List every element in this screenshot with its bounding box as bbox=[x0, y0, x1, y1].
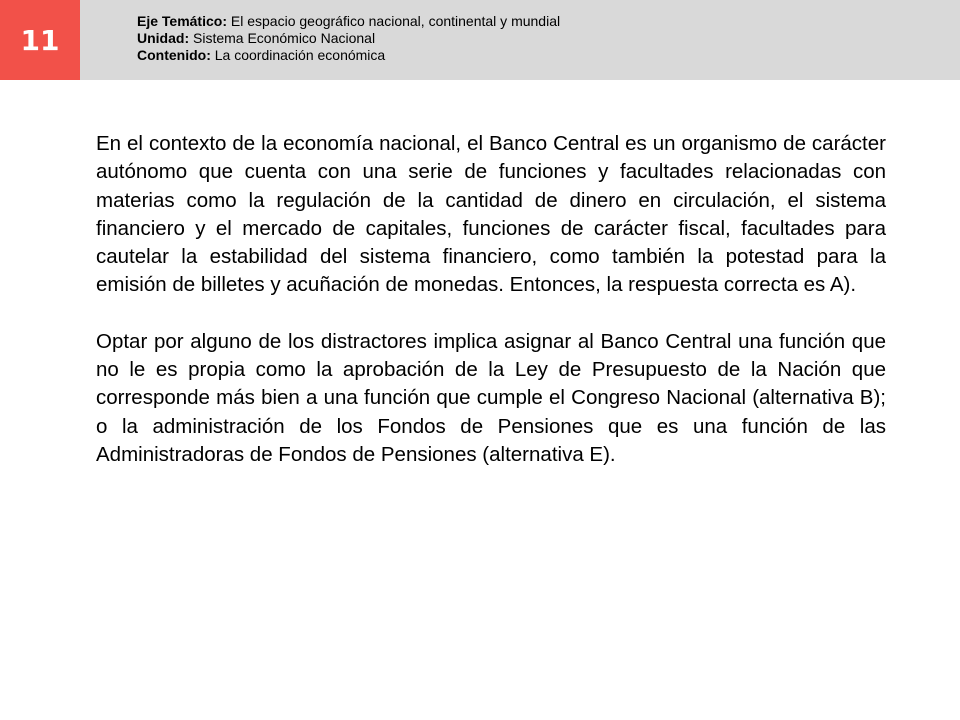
header-metadata bbox=[137, 13, 560, 64]
slide-number-badge bbox=[0, 0, 80, 80]
eje-tematico-label: Eje Temático: bbox=[137, 13, 227, 29]
contenido-row bbox=[137, 47, 560, 64]
eje-tematico-row bbox=[137, 13, 560, 30]
unidad-label: Unidad: bbox=[137, 30, 190, 46]
contenido-label: Contenido: bbox=[137, 47, 211, 63]
eje-tematico-value: El espacio geográfico nacional, continental y mundial bbox=[227, 13, 561, 29]
contenido-value: La coordinación económica bbox=[210, 47, 386, 63]
header-bar bbox=[0, 0, 960, 80]
unidad-value: Sistema Económico Nacional bbox=[189, 30, 376, 46]
paragraph-explanation: En el contexto de la economía nacional, el Banco Central es un organismo de carácter autónomo que cuenta con una serie de funciones y facultades relacionadas con materias como la regulación de la cantidad de dinero en circulación, el sistema financiero y el mercado de capitales, funciones de carácter fiscal, facultades para cautelar la estabilidad del sistema financiero, como también la potestad para la emisión de billetes y acuñación de monedas. Entonces, la respuesta correcta es A). bbox=[96, 132, 886, 297]
unidad-row bbox=[137, 30, 560, 47]
main-content bbox=[96, 130, 886, 497]
slide-number: 11 bbox=[20, 23, 60, 57]
paragraph-distractors: Optar por alguno de los distractores implica asignar al Banco Central una función que no le es propia como la aprobación de la Ley de Presupuesto de la Nación que corresponde más bien a una función que cumple el Congreso Nacional (alternativa B); o la administración de los Fondos de Pensiones que es una función de las Administradoras de Fondos de Pensiones (alternativa E). bbox=[96, 329, 886, 466]
